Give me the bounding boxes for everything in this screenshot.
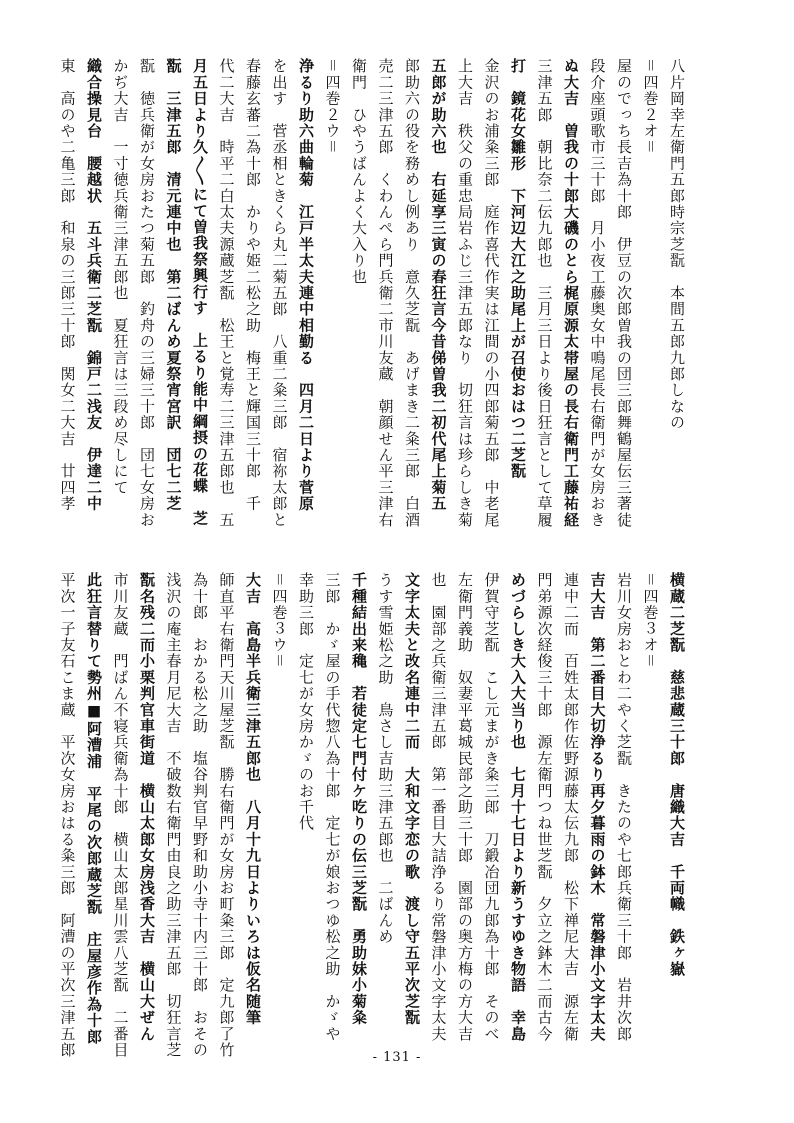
text-line: 月五日より久〳〵にて曽我祭興行す 上るり能中綱摂の花蝶 芝: [191, 58, 209, 527]
lower-text-block: [54, 572, 690, 1062]
text-line: 伊賀守芝翫 こし元まがき粂三郎 刀鍛冶団九郎為十郎 そのべ: [482, 572, 501, 1042]
text-line: 東 高のや二亀三郎 和泉の三郎三十郎 関女二大吉 廿四孝: [58, 58, 77, 512]
text-line: 売二三津五郎 くわんぺら門兵衛二市川友蔵 朝顔せん平三津右: [376, 58, 395, 528]
text-line: 浅沢の庵主春月尼大吉 不破数右衛門由良之助三津五郎 切狂言芝: [164, 572, 183, 1058]
text-line: 浄るり助六曲輪菊 江戸半太夫連中相勤る 四月二日より菅原: [297, 58, 315, 512]
text-line: ＝四巻３ウ＝: [270, 572, 289, 670]
text-line: 市川友蔵 門ばん不寝兵衛為十郎 横山太郎星川雲八芝翫 二番目: [111, 572, 130, 1058]
text-line: 岩川女房おとわ二やく芝翫 きたのや七郎兵衛三十郎 岩井次郎: [615, 572, 633, 1042]
text-line: 文字太夫と改名連中二而 大和文字恋の歌 渡し守五平次芝翫: [403, 572, 421, 1026]
text-line: かぢ大吉 一寸徳兵衛三津五郎也 夏狂言は三段め尽しにて: [111, 58, 130, 496]
text-line: 翫 三津五郎 清元連中也 第二ばんめ夏祭宵宮訳 団七二芝: [164, 58, 183, 512]
text-line: 打 鏡花女雛形 下河辺大江之助尾上が召使おはつ二芝翫: [509, 58, 527, 480]
text-line: うす雪姫松之助 鳥さし吉助三津五郎也 二ばんめ: [376, 572, 395, 945]
text-line: 衛門 ひやうばんよく大入り也: [350, 58, 368, 285]
text-line: 平次一子友石こま蔵 平次女房おはる粂三郎 阿漕の平次三津五郎: [58, 572, 77, 1058]
text-line: 五郎が助六也 右延享三寅の春狂言今昔俤曽我二初代尾上菊五: [429, 58, 448, 512]
text-line: 翫 徳兵衛が女房おたつ菊五郎 釣舟の三婦三十郎 団七女房お: [138, 58, 156, 528]
text-line: 三津五郎 朝比奈二伝九郎也 三月三日より後日狂言として草履: [535, 58, 554, 528]
text-line: 横蔵二芝翫 慈悲蔵三十郎 唐織大吉 千両幟 鉄ヶ嶽: [668, 572, 686, 977]
text-line: 千種結出来穐 若徒定七門付ケ吃りの伝三芝翫 勇助妹小菊粂: [350, 572, 368, 1026]
text-line: を出す 菅丞相ときくら丸二菊五郎 八重二粂三郎 宿祢太郎と: [270, 58, 289, 528]
text-line: ぬ大吉 曽我の十郎大磯のとら梶原源太帯屋の長右衛門工藤祐経: [562, 58, 580, 528]
text-line: 大吉 高島半兵衛三津五郎也 八月十九日よりいろは仮名随筆: [244, 572, 262, 1026]
text-line: 吉大吉 第二番目大切浄るり再夕暮雨の鉢木 常磐津小文字太夫: [588, 572, 607, 1042]
text-line: 郎助六の役を務めし例あり 意久芝翫 あげまき二粂三郎 白酒: [403, 58, 421, 528]
text-line: 春藤玄蕃二為十郎 かりや姫二松之助 梅王と輝国三十郎 千: [244, 58, 262, 512]
text-line: ＝四巻３オ＝: [641, 572, 660, 670]
text-line: 為十郎 おかる松之助 塩谷判官早野和助小寺十内三十郎 おその: [191, 572, 209, 1058]
upper-text-block: [54, 58, 690, 548]
text-line: 師直平右衛門天川屋芝翫 勝右衛門が女房お町粂三郎 定九郎了竹: [217, 572, 236, 1058]
text-line: 左衛門義助 奴妻平葛城民部之助三十郎 園部の奥方梅の方大吉: [456, 572, 474, 1042]
text-line: 段介座頭歌市三十郎 月小夜工藤奥女中鳴尾長右衛門が女房おき: [588, 58, 607, 528]
text-line: 也 園部之兵衛三津五郎 第一番目大詰浄るり常磐津小文字太夫: [429, 572, 448, 1042]
text-line: 此狂言替りて勢州■阿漕浦 平尾の次郎蔵芝翫 庄屋彦作為十郎: [85, 572, 103, 1045]
text-line: 門弟源次経俊三十郎 源左衛門つね世芝翫 夕立之鉢木二而古今: [535, 572, 554, 1042]
text-line: 金沢のお浦粂三郎 庭作喜代作実は江間の小四郎菊五郎 中老尾: [482, 58, 501, 528]
text-line: 幸助三郎 定七が女房かゞのお千代: [297, 572, 315, 832]
text-line: 三郎 かゞ屋の手代惣八為十郎 定七が娘おつゆ松之助 かゞや: [323, 572, 342, 1042]
text-line: 代二大吉 時平二白太夫源蔵芝翫 松王と覚寿二三津五郎也 五: [217, 58, 236, 528]
text-line: 連中二而 百姓太郎作佐野源藤太伝九郎 松下禅尼大吉 源左衛: [562, 572, 580, 1042]
text-line: 屋のでっち長吉為十郎 伊豆の次郎曽我の団三郎舞鶴屋伝三著徒: [615, 58, 633, 528]
text-line: 翫名残二而小栗判官車街道 横山太郎女房浅香大吉 横山大ぜん: [138, 572, 156, 1042]
text-line: 八片岡幸左衛門五郎時宗芝翫 本間五郎九郎しなの: [668, 58, 686, 431]
text-line: 上大吉 秩父の重忠局岩ふじ三津五郎なり 切狂言は珍らしき菊: [456, 58, 474, 528]
page-number: - 131 -: [372, 1050, 422, 1065]
text-line: 織合操見台 腰越状 五斗兵衛二芝翫 錦戸二浅友 伊達二中: [85, 58, 103, 512]
text-line: めづらしき大入大当り也 七月十七日より新うすゆき物語 幸島: [509, 572, 527, 1042]
text-line: ＝四巻２オ＝: [641, 58, 660, 156]
text-line: ＝四巻２ウ＝: [323, 58, 342, 156]
